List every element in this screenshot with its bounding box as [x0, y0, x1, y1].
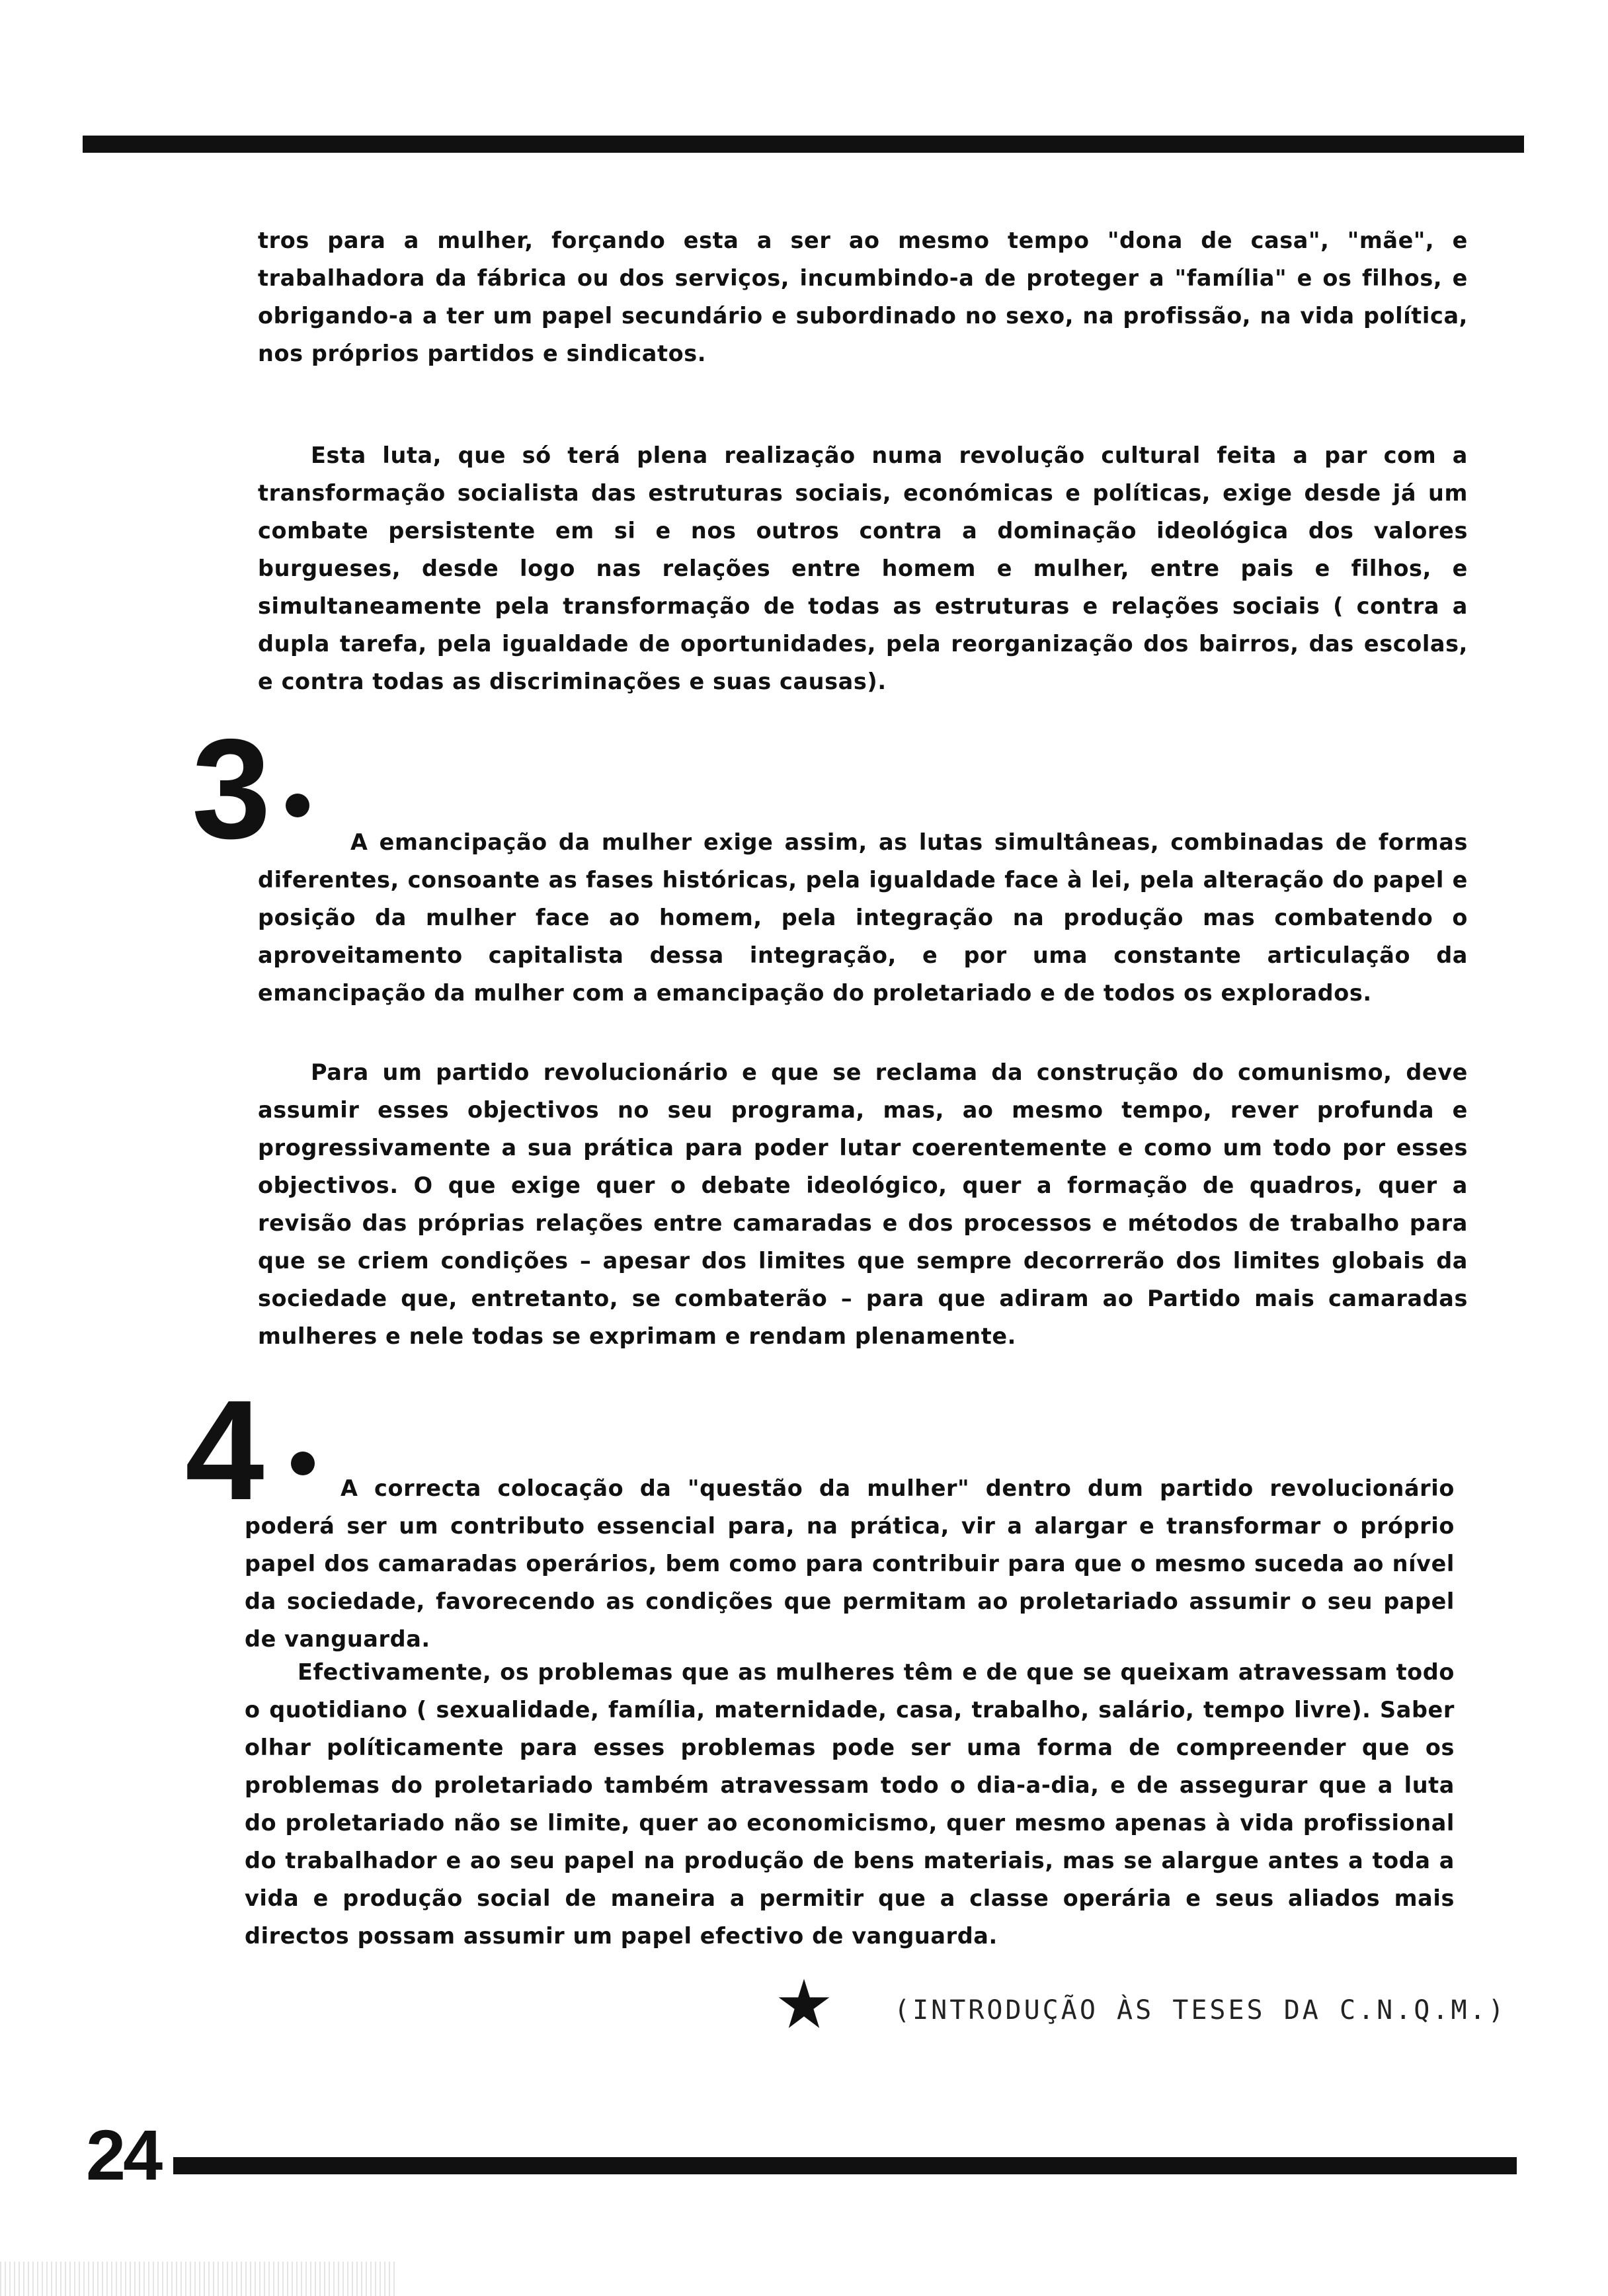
page-number: 24	[86, 2115, 161, 2195]
paragraph-woman-question: A correcta colocação da "questão da mulher" dentro dum partido revolucionário poderá ser um contributo essencial para, na prática, vir a alargar e transformar o próprio papel dos camaradas operários, bem como para contribuir para que o mesmo suceda ao nível da sociedade, favorecendo as condições que permitam ao proletariado assumir o seu papel de vanguarda.	[245, 1475, 1455, 1652]
paragraph-continuation: tros para a mulher, forçando esta a ser ao mesmo tempo "dona de casa", "mãe", e trabalhadora da fábrica ou dos serviços, incumbindo-a de proteger a "família" e os filhos, e obrigando-a a ter um papel secundário e subordinado no sexo, na profissão, na vida política, nos próprios partidos e sindicatos.	[258, 227, 1468, 366]
section-dot-3	[286, 794, 309, 817]
top-rule	[83, 136, 1524, 153]
scan-noise	[0, 2262, 397, 2296]
bottom-rule	[173, 2157, 1517, 2174]
paragraph-cultural-revolution: Esta luta, que só terá plena realização numa revolução cultural feita a par com a transformação socialista das estruturas sociais, económicas e políticas, exige desde já um combate persistente em si e nos outros contra a dominação ideológica dos valores burgueses, desde logo nas relações entre homem e mulher, entre pais e filhos, e simultaneamente pela transformação de todas as estruturas e relações sociais ( contra a dupla tarefa, pela igualdade de oportunidades, pela reorganização dos bairros, das escolas, e contra todas as discriminações e suas causas).	[258, 442, 1468, 694]
star-icon	[778, 1977, 830, 2030]
paragraph-emancipation: A emancipação da mulher exige assim, as lutas simultâneas, combinadas de formas diferentes, consoante as fases históricas, pela igualdade face à lei, pela alteração do papel e posição da mulher face ao homem, pela integração na produção mas combatendo o aproveitamento capitalista dessa integração, e por uma constante articulação da emancipação da mulher com a emancipação do proletariado e de todos os explorados.	[258, 829, 1468, 1006]
paragraph-effectively: Efectivamente, os problemas que as mulheres têm e de que se queixam atravessam todo o quotidiano ( sexualidade, família, maternidade, casa, trabalho, salário, tempo livre). Saber olhar políticamente para esses problemas pode ser uma forma de compreender que os problemas do proletariado também atravessam todo o dia-a-dia, e de assegurar que a luta do proletariado não se limite, quer ao economicismo, quer mesmo apenas à vida profissional do trabalhador e ao seu papel na produção de bens materiais, mas se alargue antes a toda a vida e produção social de maneira a permitir que a classe operária e seus aliados mais directos possam assumir um papel efectivo de vanguarda.	[245, 1659, 1455, 1949]
section-number-3: 3	[192, 709, 267, 868]
section-number-4: 4	[185, 1370, 261, 1530]
handwritten-source-note: (INTRODUÇÃO ÀS TESES DA C.N.Q.M.)	[894, 1995, 1507, 2026]
paragraph-revolutionary-party: Para um partido revolucionário e que se reclama da construção do comunismo, deve assumir esses objectivos no seu programa, mas, ao mesmo tempo, rever profunda e progressivamente a sua prática para poder lutar coerentemente e como um todo por esses objectivos. O que exige quer o debate ideológico, quer a formação de quadros, quer a revisão das próprias relações entre camaradas e dos processos e métodos de trabalho para que se criem condições – apesar dos limites que sempre decorrerão dos limites globais da sociedade que, entretanto, se combaterão – para que adiram ao Partido mais camaradas mulheres e nele todas se exprimam e rendam plenamente.	[258, 1059, 1468, 1349]
